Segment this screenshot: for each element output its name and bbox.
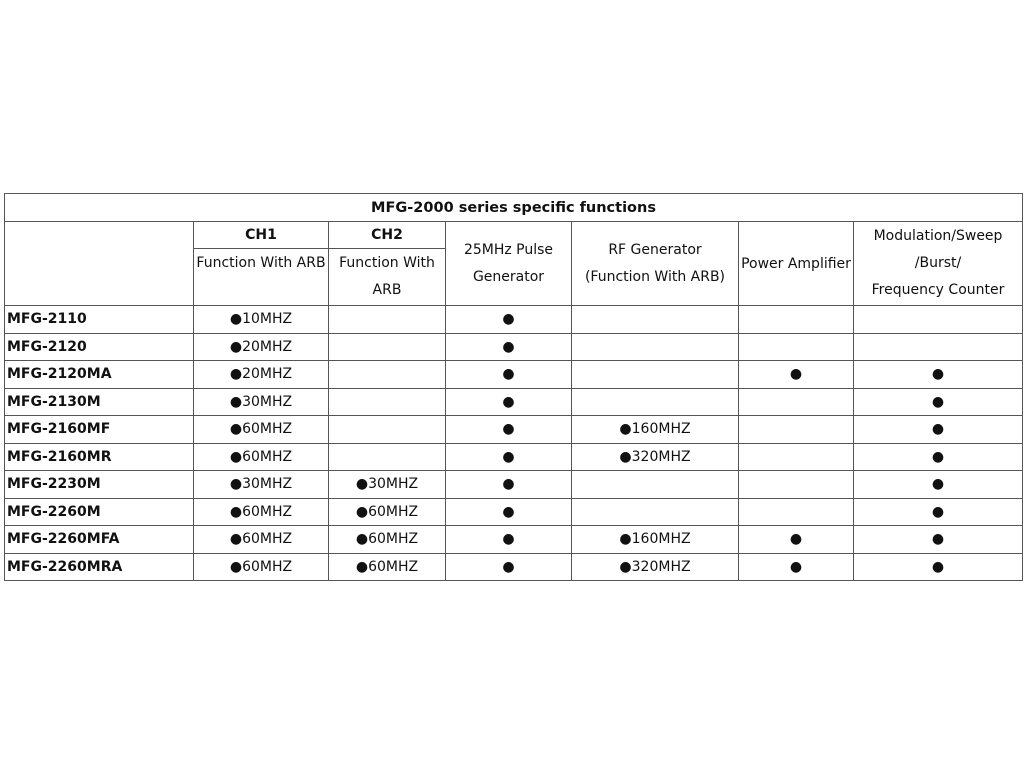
pulse-cell: ● <box>446 416 572 444</box>
ch1-cell: ●60MHZ <box>194 443 329 471</box>
table-row <box>5 443 1023 471</box>
power-cell: ● <box>739 361 854 389</box>
modulation-header <box>854 222 1023 306</box>
power-cell <box>739 498 854 526</box>
ch2-subheader <box>329 249 446 306</box>
pulse-cell: ● <box>446 333 572 361</box>
pulse-cell: ● <box>446 306 572 334</box>
power-cell <box>739 443 854 471</box>
model-name-cell: MFG-2130M <box>5 388 194 416</box>
table-row <box>5 553 1023 581</box>
rf-cell <box>572 361 739 389</box>
rf-cell <box>572 306 739 334</box>
ch2-cell <box>329 443 446 471</box>
pulse-cell: ● <box>446 498 572 526</box>
rf-cell <box>572 333 739 361</box>
ch2-header: CH2 <box>329 222 446 249</box>
pulse-cell: ● <box>446 553 572 581</box>
ch2-subheader-line2: ARB <box>372 282 402 298</box>
pulse-cell: ● <box>446 471 572 499</box>
model-name-cell: MFG-2260MRA <box>5 553 194 581</box>
power-cell <box>739 306 854 334</box>
table-row <box>5 361 1023 389</box>
ch1-header: CH1 <box>194 222 329 249</box>
rf-cell <box>572 471 739 499</box>
mod-cell: ● <box>854 498 1023 526</box>
model-name-cell: MFG-2260M <box>5 498 194 526</box>
power-cell <box>739 471 854 499</box>
table-row <box>5 471 1023 499</box>
power-amplifier-header: Power Amplifier <box>739 222 854 306</box>
ch1-cell: ●30MHZ <box>194 471 329 499</box>
table-title: MFG-2000 series specific functions <box>5 194 1023 222</box>
pulse-generator-header <box>446 222 572 306</box>
model-name-cell: MFG-2110 <box>5 306 194 334</box>
rf-generator-header <box>572 222 739 306</box>
mod-cell: ● <box>854 471 1023 499</box>
table-row <box>5 526 1023 554</box>
rf-cell <box>572 498 739 526</box>
mod-cell: ● <box>854 443 1023 471</box>
table-row <box>5 333 1023 361</box>
table-row <box>5 498 1023 526</box>
ch2-cell: ●60MHZ <box>329 553 446 581</box>
model-header-cell <box>5 222 194 306</box>
pulse-cell: ● <box>446 361 572 389</box>
ch2-cell: ●60MHZ <box>329 526 446 554</box>
mod-header-line1: Modulation/Sweep <box>873 228 1003 244</box>
ch2-cell <box>329 306 446 334</box>
mod-cell <box>854 306 1023 334</box>
model-name-cell: MFG-2120 <box>5 333 194 361</box>
mod-header-line2: /Burst/ <box>914 255 962 271</box>
spec-table <box>4 193 1023 581</box>
ch2-cell <box>329 361 446 389</box>
mod-cell: ● <box>854 553 1023 581</box>
data-rows <box>5 306 1023 581</box>
model-name-cell: MFG-2230M <box>5 471 194 499</box>
ch2-cell <box>329 416 446 444</box>
power-cell: ● <box>739 553 854 581</box>
ch2-cell <box>329 388 446 416</box>
model-name-cell: MFG-2120MA <box>5 361 194 389</box>
ch1-subheader: Function With ARB <box>194 249 329 306</box>
ch2-cell <box>329 333 446 361</box>
table-row <box>5 388 1023 416</box>
rf-cell: ●320MHZ <box>572 553 739 581</box>
mod-header-line3: Frequency Counter <box>871 282 1005 298</box>
power-cell <box>739 333 854 361</box>
mod-cell <box>854 333 1023 361</box>
ch2-cell: ●30MHZ <box>329 471 446 499</box>
power-cell: ● <box>739 526 854 554</box>
rf-header-line2: (Function With ARB) <box>584 268 726 285</box>
ch1-cell: ●30MHZ <box>194 388 329 416</box>
table-row <box>5 306 1023 334</box>
ch1-cell: ●20MHZ <box>194 361 329 389</box>
mod-cell: ● <box>854 361 1023 389</box>
pulse-cell: ● <box>446 388 572 416</box>
rf-cell: ●160MHZ <box>572 526 739 554</box>
ch2-cell: ●60MHZ <box>329 498 446 526</box>
rf-cell: ●320MHZ <box>572 443 739 471</box>
ch1-cell: ●60MHZ <box>194 498 329 526</box>
mod-cell: ● <box>854 416 1023 444</box>
rf-header-line1: RF Generator <box>608 241 702 258</box>
ch1-cell: ●60MHZ <box>194 526 329 554</box>
pulse-cell: ● <box>446 526 572 554</box>
model-name-cell: MFG-2160MF <box>5 416 194 444</box>
ch1-cell: ●60MHZ <box>194 416 329 444</box>
pulse-cell: ● <box>446 443 572 471</box>
mod-cell: ● <box>854 388 1023 416</box>
power-cell <box>739 416 854 444</box>
ch2-subheader-line1: Function With <box>339 255 435 271</box>
pulse-header-line2: Generator <box>472 268 545 285</box>
mod-cell: ● <box>854 526 1023 554</box>
rf-cell: ●160MHZ <box>572 416 739 444</box>
power-cell <box>739 388 854 416</box>
model-name-cell: MFG-2160MR <box>5 443 194 471</box>
ch1-cell: ●10MHZ <box>194 306 329 334</box>
model-name-cell: MFG-2260MFA <box>5 526 194 554</box>
ch1-cell: ●60MHZ <box>194 553 329 581</box>
pulse-header-line1: 25MHz Pulse <box>463 241 554 258</box>
table-row <box>5 416 1023 444</box>
ch1-cell: ●20MHZ <box>194 333 329 361</box>
rf-cell <box>572 388 739 416</box>
